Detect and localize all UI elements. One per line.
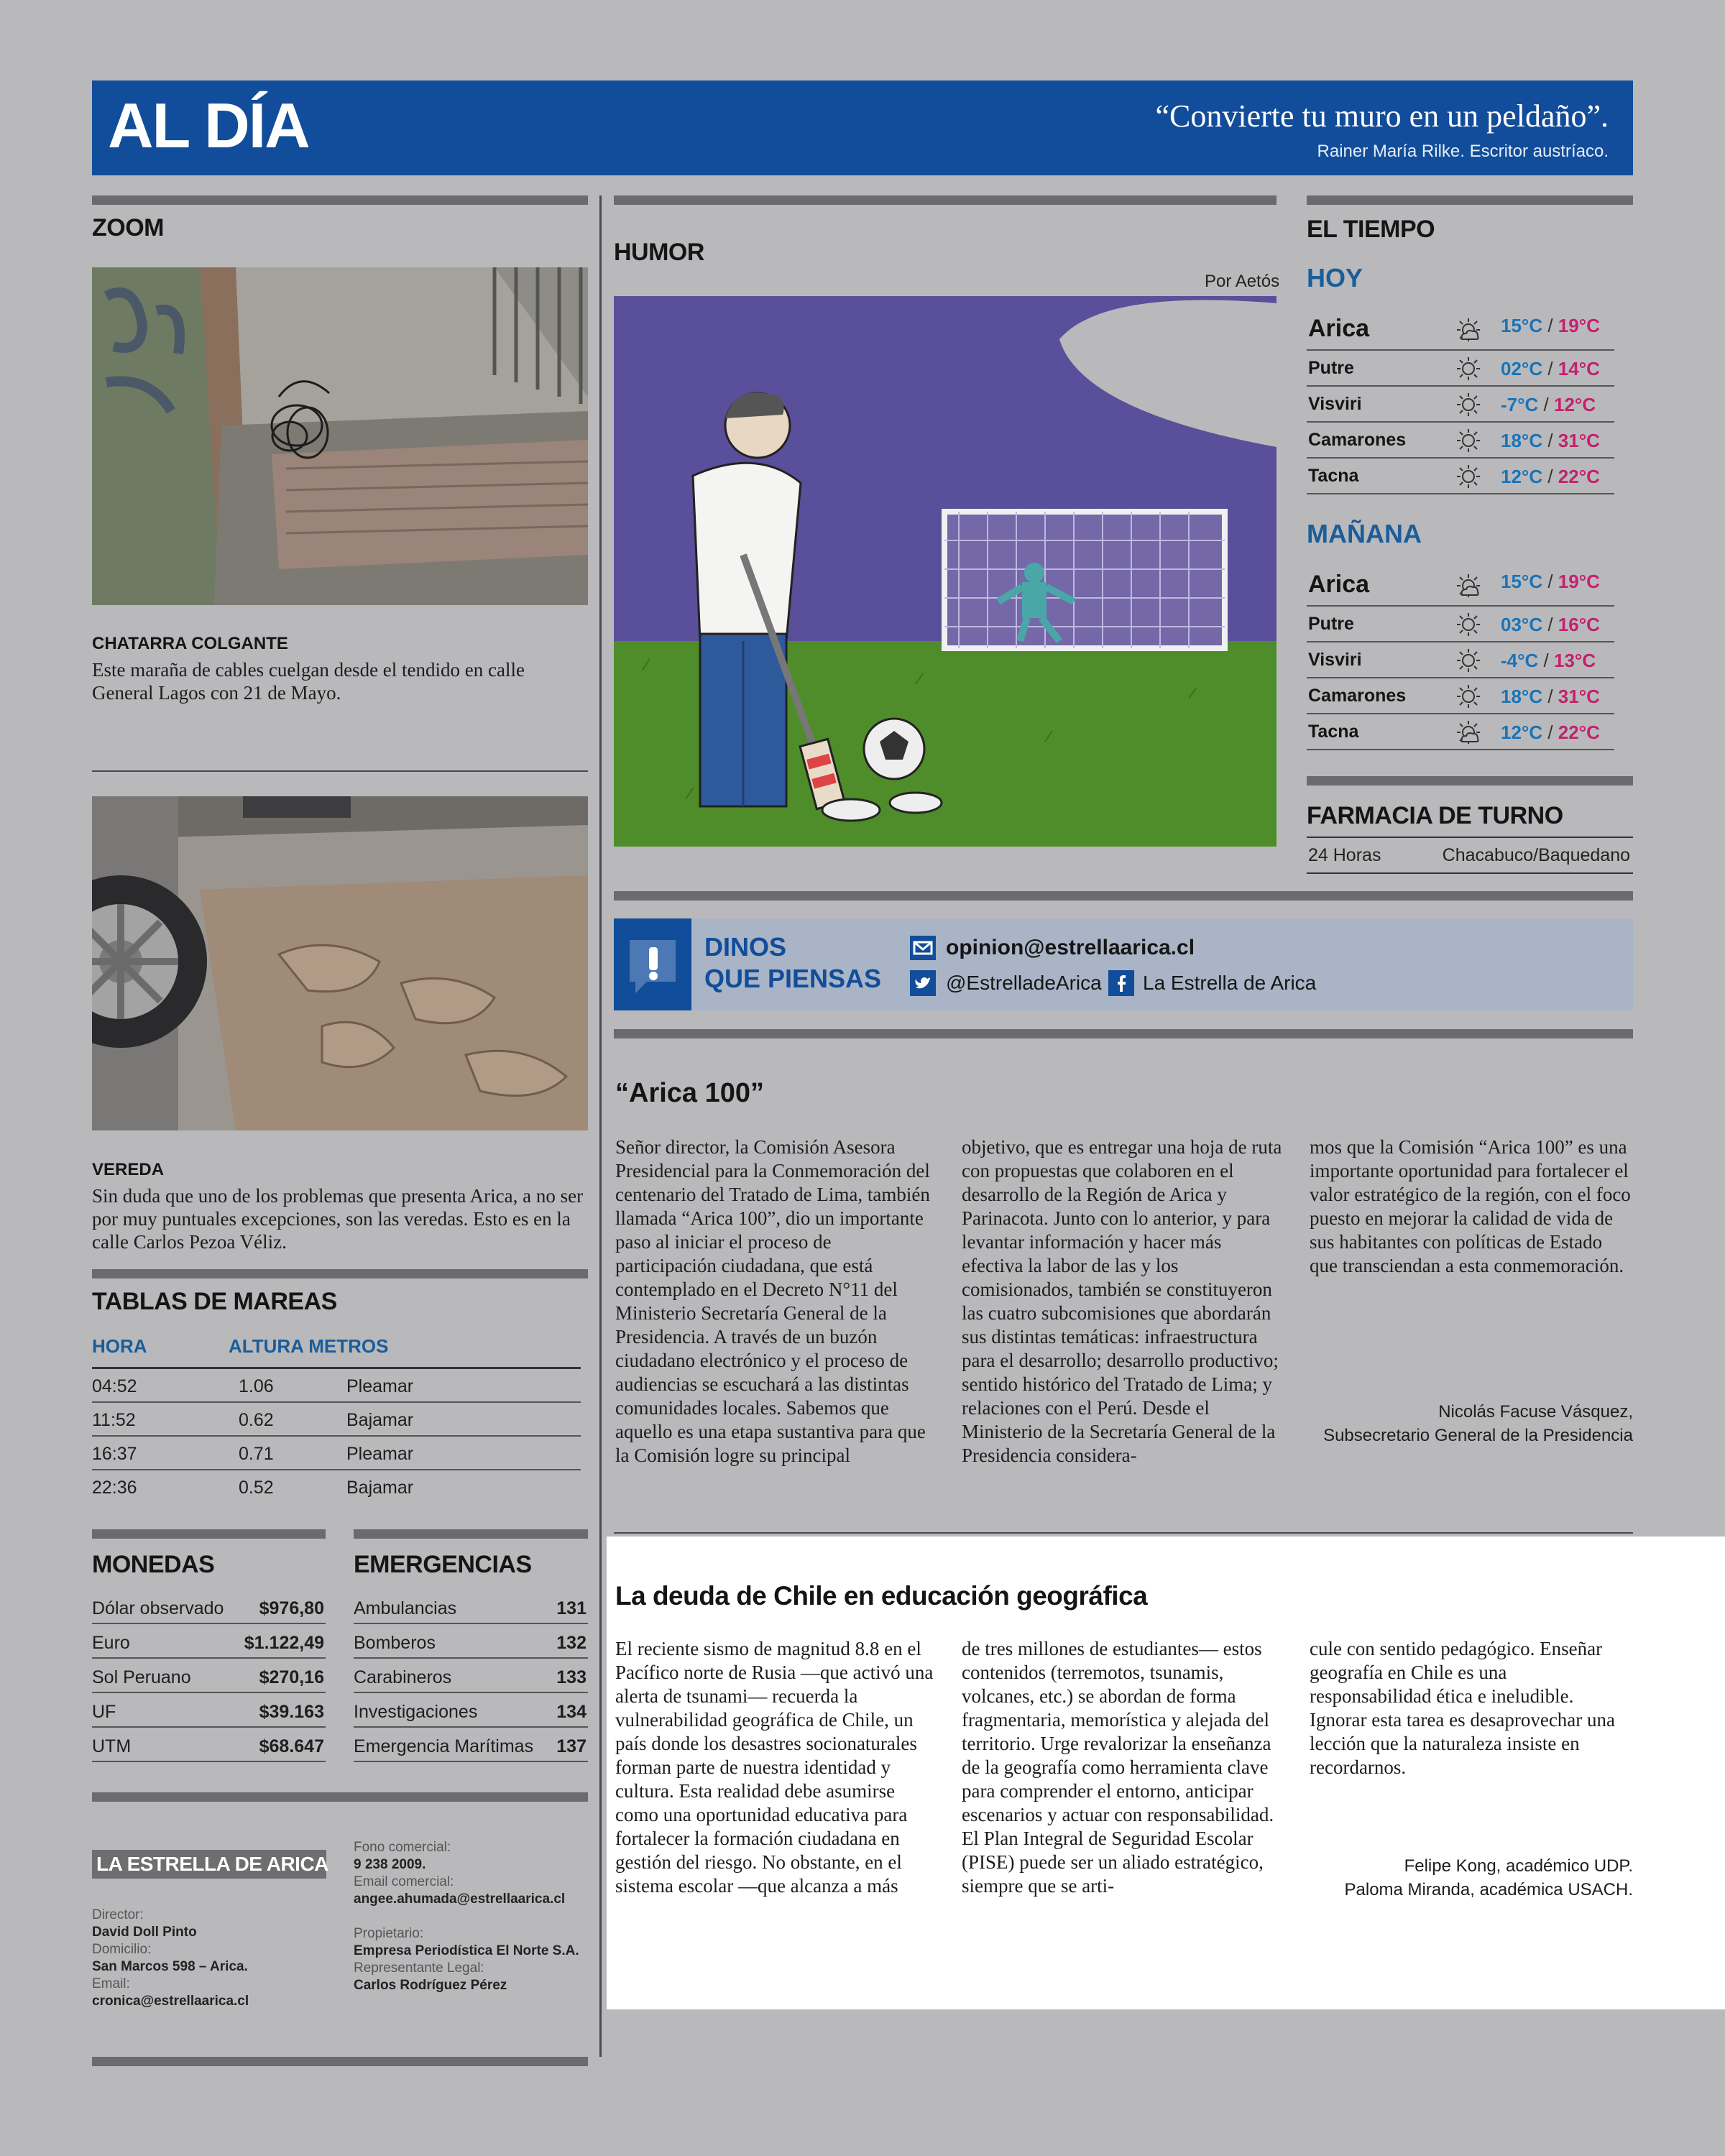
weather-row bbox=[1307, 306, 1614, 351]
rule bbox=[1307, 195, 1633, 205]
weather-temps bbox=[1501, 466, 1600, 488]
column-divider bbox=[599, 195, 602, 2057]
rep-label: Representante Legal: bbox=[354, 1961, 484, 1976]
temp-min: 12°C bbox=[1501, 722, 1543, 743]
sun-icon bbox=[1453, 645, 1484, 679]
partly-cloudy-icon bbox=[1453, 717, 1484, 751]
weather-city: Camarones bbox=[1308, 430, 1407, 450]
tide-height: 1.06 bbox=[239, 1376, 274, 1396]
weather-city: Camarones bbox=[1308, 686, 1407, 706]
temp-max: 12°C bbox=[1554, 394, 1596, 415]
humor-cartoon bbox=[614, 296, 1276, 847]
emergency-label: Carabineros bbox=[354, 1667, 452, 1687]
weather-temps bbox=[1501, 358, 1600, 380]
sun-icon bbox=[1453, 681, 1484, 715]
header-quote-author: Rainer María Rilke. Escritor austríaco. bbox=[1317, 142, 1609, 161]
currency-label: Sol Peruano bbox=[92, 1667, 191, 1687]
photo1-caption-title: CHATARRA COLGANTE bbox=[92, 634, 288, 653]
humor-title: HUMOR bbox=[614, 239, 704, 266]
temp-max: 19°C bbox=[1558, 571, 1600, 592]
letter1-signature-name: Nicolás Facuse Vásquez, bbox=[1438, 1402, 1633, 1422]
emergency-row bbox=[354, 1590, 588, 1624]
emergency-label: Emergencia Marítimas bbox=[354, 1736, 534, 1756]
weather-temps bbox=[1501, 686, 1600, 708]
director-label: Director: bbox=[92, 1907, 144, 1922]
rule bbox=[354, 1529, 588, 1539]
currencies-title: MONEDAS bbox=[92, 1551, 215, 1578]
weather-row bbox=[1307, 351, 1614, 387]
contact-heading-line1: DINOS bbox=[704, 932, 787, 962]
tide-row bbox=[92, 1470, 581, 1504]
temp-separator: / bbox=[1543, 650, 1549, 671]
tide-height: 0.71 bbox=[239, 1444, 274, 1464]
temp-min: 15°C bbox=[1501, 315, 1543, 336]
emergency-number: 131 bbox=[556, 1598, 586, 1618]
tide-type: Bajamar bbox=[346, 1478, 414, 1498]
tide-type: Pleamar bbox=[346, 1444, 414, 1464]
sun-icon bbox=[1453, 425, 1484, 459]
weather-city: Arica bbox=[1308, 315, 1370, 342]
photo1-caption-text: Este maraña de cables cuelgan desde el tendido en calle General Lagos con 21 de Mayo. bbox=[92, 659, 525, 704]
temp-separator: / bbox=[1547, 358, 1553, 379]
currency-label: Dólar observado bbox=[92, 1598, 224, 1618]
rule bbox=[614, 1029, 1633, 1038]
weather-temps bbox=[1501, 614, 1600, 636]
partly-cloudy-icon bbox=[1453, 571, 1484, 604]
rule bbox=[614, 1532, 1633, 1534]
email-link[interactable]: cronica@estrellaarica.cl bbox=[92, 1994, 249, 2009]
mail-icon bbox=[910, 936, 936, 960]
emergency-row bbox=[354, 1624, 588, 1659]
temp-max: 14°C bbox=[1558, 358, 1600, 379]
email-label: Email: bbox=[92, 1976, 130, 1991]
pharmacy-hours: 24 Horas bbox=[1308, 845, 1381, 865]
tides-col-hour: HORA bbox=[92, 1335, 147, 1357]
rule bbox=[1307, 872, 1633, 874]
weather-row bbox=[1307, 678, 1614, 714]
temp-separator: / bbox=[1547, 614, 1553, 635]
rule bbox=[1307, 776, 1633, 786]
letter2-title: La deuda de Chile en educación geográfica bbox=[615, 1581, 1148, 1611]
weather-row bbox=[1307, 607, 1614, 642]
rule bbox=[614, 891, 1633, 900]
tide-row bbox=[92, 1369, 581, 1403]
temp-separator: / bbox=[1543, 394, 1549, 415]
weather-city: Tacna bbox=[1308, 466, 1359, 486]
newspaper-logo: LA ESTRELLA DE ARICA bbox=[92, 1850, 326, 1879]
temp-max: 31°C bbox=[1558, 430, 1600, 451]
weather-city: Putre bbox=[1308, 358, 1354, 378]
letter1-signature-role: Subsecretario General de la Presidencia bbox=[1323, 1426, 1633, 1445]
tide-hour: 16:37 bbox=[92, 1444, 137, 1464]
rule bbox=[92, 770, 588, 772]
temp-min: 18°C bbox=[1501, 430, 1543, 451]
header-quote: “Convierte tu muro en un peldaño”. bbox=[1155, 98, 1609, 134]
temp-max: 31°C bbox=[1558, 686, 1600, 707]
section-header bbox=[92, 80, 1633, 175]
facebook-link[interactable]: La Estrella de Arica bbox=[1143, 972, 1317, 994]
currency-row bbox=[92, 1693, 326, 1728]
weather-temps bbox=[1501, 650, 1596, 672]
temp-max: 22°C bbox=[1558, 722, 1600, 743]
tides-col-height: ALTURA METROS bbox=[229, 1335, 389, 1357]
weather-temps bbox=[1501, 571, 1600, 593]
weather-row bbox=[1307, 423, 1614, 459]
owner-label: Propietario: bbox=[354, 1926, 424, 1941]
letter2-column1: El reciente sismo de magnitud 8.8 en el Pacífico norte de Rusia —que activó una alerta de tsunami— recuerda la vulnerabilidad geográfica de Chile, un país donde los desastres socionaturales forman parte de nuestra identidad y cultura. Esta realidad debe asumirse como una oportunidad educativa para fortalecer la formación ciudadana en gestión del riesgo. No obstante, en el sistema escolar —que alcanza a más bbox=[615, 1638, 934, 1897]
temp-max: 19°C bbox=[1558, 315, 1600, 336]
director-name: David Doll Pinto bbox=[92, 1925, 197, 1940]
phone: 9 238 2009. bbox=[354, 1857, 426, 1872]
address: San Marcos 598 – Arica. bbox=[92, 1959, 248, 1974]
weather-temps bbox=[1501, 430, 1600, 452]
letter2-column3: cule con sentido pedagógico. Enseñar geografía en Chile es una responsabilidad ética e ineludible. Ignorar esta tarea es desaprovechar una lección que la naturaleza insiste en recordarnos. bbox=[1310, 1638, 1616, 1778]
weather-city: Putre bbox=[1308, 614, 1354, 634]
zoom-title: ZOOM bbox=[92, 214, 164, 241]
twitter-link[interactable]: @EstrelladeArica bbox=[946, 972, 1102, 994]
letter1-column2: objetivo, que es entregar una hoja de ruta con propuestas que colaboren en el desarrollo de la Región de Arica y Parinacota. Junto con lo anterior, y para levantar información y hacer más efectiva la labor de las y los comisionados, también se constituyeron las cuatro subcomisiones que abordarán sus distintas temáticas: infraestructura para el desarrollo; desarrollo productivo; sentido histórico del Tratado de Lima; y relaciones con el Perú. Desde el Ministerio de la Secretaría General de la Presidencia considera- bbox=[962, 1136, 1282, 1466]
sun-icon bbox=[1453, 390, 1484, 423]
emergency-number: 132 bbox=[556, 1633, 586, 1653]
tide-hour: 22:36 bbox=[92, 1478, 137, 1498]
tides-title: TABLAS DE MAREAS bbox=[92, 1288, 337, 1315]
emergency-number: 134 bbox=[556, 1702, 586, 1722]
sun-icon bbox=[1453, 461, 1484, 495]
tide-hour: 11:52 bbox=[92, 1410, 136, 1430]
cartoon-credit: Por Aetós bbox=[1205, 272, 1280, 291]
section-title: AL DÍA bbox=[108, 90, 309, 161]
letter2-column2: de tres millones de estudiantes— estos contenidos (terremotos, tsunamis, volcanes, etc.) se abordan de forma fragmentaria, memorística y alejada del territorio. Urge revalorizar la enseñanza de la geografía como herramienta clave para comprender el entorno, anticipar escenarios y actuar con responsabilidad. El Plan Integral de Seguridad Escolar (PISE) puede ser un aliado estratégico, siempre que se arti- bbox=[962, 1638, 1274, 1897]
contact-heading-line2: QUE PIENSAS bbox=[704, 964, 882, 993]
comm-email-link[interactable]: angee.ahumada@estrellaarica.cl bbox=[354, 1892, 566, 1907]
weather-city: Visviri bbox=[1308, 394, 1362, 414]
letter2-signature2: Paloma Miranda, académica USACH. bbox=[1344, 1880, 1633, 1899]
tide-hour: 04:52 bbox=[92, 1376, 137, 1396]
emergency-row bbox=[354, 1728, 588, 1762]
temp-max: 13°C bbox=[1554, 650, 1596, 671]
currency-row bbox=[92, 1728, 326, 1762]
currency-value: $270,16 bbox=[259, 1667, 324, 1687]
currency-label: Euro bbox=[92, 1633, 130, 1653]
weather-row bbox=[1307, 562, 1614, 607]
photo-broken-sidewalk bbox=[92, 796, 588, 1130]
weather-city: Visviri bbox=[1308, 650, 1362, 670]
pharmacy-location: Chacabuco/Baquedano bbox=[1442, 845, 1630, 865]
emergency-label: Investigaciones bbox=[354, 1702, 478, 1722]
temp-min: 12°C bbox=[1501, 466, 1543, 487]
letter1-title: “Arica 100” bbox=[615, 1078, 765, 1108]
currency-value: $39.163 bbox=[259, 1702, 324, 1722]
photo2-caption-text: Sin duda que uno de los problemas que presenta Arica, a no ser por muy puntuales excepciones, son las veredas. Esto es en la calle Carlos Pezoa Véliz. bbox=[92, 1185, 584, 1253]
letter2-signature1: Felipe Kong, académico UDP. bbox=[1404, 1856, 1633, 1876]
rep: Carlos Rodríguez Pérez bbox=[354, 1978, 507, 1993]
currency-value: $976,80 bbox=[259, 1598, 324, 1618]
currency-value: $1.122,49 bbox=[244, 1633, 324, 1653]
temp-min: 18°C bbox=[1501, 686, 1543, 707]
weather-temps bbox=[1501, 394, 1596, 416]
sun-icon bbox=[1453, 609, 1484, 643]
rule bbox=[92, 1792, 588, 1802]
currency-row bbox=[92, 1659, 326, 1693]
weather-temps bbox=[1501, 315, 1600, 337]
weather-today-label: HOY bbox=[1307, 263, 1363, 292]
sun-icon bbox=[1453, 354, 1484, 387]
tide-height: 0.52 bbox=[239, 1478, 274, 1498]
temp-separator: / bbox=[1547, 466, 1553, 487]
photo2-caption-title: VEREDA bbox=[92, 1160, 165, 1179]
weather-city: Arica bbox=[1308, 571, 1370, 598]
temp-separator: / bbox=[1547, 686, 1553, 707]
emergency-label: Bomberos bbox=[354, 1633, 436, 1653]
temp-max: 16°C bbox=[1558, 614, 1600, 635]
rule bbox=[92, 1269, 588, 1279]
letter1-column3: mos que la Comisión “Arica 100” es una importante oportunidad para fortalecer el valor estratégico de la región, con el foco puesto en mejorar la calidad de vida de sus habitantes con políticas de Estado que transciendan a esta conmemoración. bbox=[1310, 1136, 1631, 1276]
weather-row bbox=[1307, 459, 1614, 494]
emergency-number: 133 bbox=[556, 1667, 586, 1687]
weather-row bbox=[1307, 387, 1614, 423]
address-label: Domicilio: bbox=[92, 1942, 152, 1957]
temp-max: 22°C bbox=[1558, 466, 1600, 487]
weather-temps bbox=[1501, 722, 1600, 744]
temp-min: 03°C bbox=[1501, 614, 1543, 635]
tide-row bbox=[92, 1437, 581, 1470]
pharmacy-title: FARMACIA DE TURNO bbox=[1307, 802, 1563, 829]
weather-city: Tacna bbox=[1308, 722, 1359, 742]
temp-separator: / bbox=[1547, 430, 1553, 451]
emergency-number: 137 bbox=[556, 1736, 586, 1756]
currency-label: UF bbox=[92, 1702, 116, 1722]
twitter-icon bbox=[910, 970, 936, 996]
tide-row bbox=[92, 1403, 581, 1437]
owner: Empresa Periodística El Norte S.A. bbox=[354, 1943, 579, 1958]
emergency-row bbox=[354, 1693, 588, 1728]
exclamation-icon bbox=[614, 918, 691, 1010]
rule bbox=[1307, 837, 1633, 838]
partly-cloudy-icon bbox=[1453, 315, 1484, 349]
tide-type: Pleamar bbox=[346, 1376, 414, 1396]
temp-min: 02°C bbox=[1501, 358, 1543, 379]
weather-row bbox=[1307, 714, 1614, 750]
temp-separator: / bbox=[1547, 315, 1553, 336]
letter1-column1: Señor director, la Comisión Asesora Presidencial para la Conmemoración del centenario del Tratado de Lima, también llamada “Arica 100”, dio un importante paso al iniciar el proceso de participación ciudadana, que está contemplado en el Decreto N°11 del Ministerio Secretaría General de la Presidencia. A través de un buzón ciudadano electrónico y el proceso de audiencias se escuchará a las distintas comunidades locales. Sabemos que aquello es una etapa sustantiva para que la Comisión logre su principal bbox=[615, 1136, 930, 1466]
temp-min: -7°C bbox=[1501, 394, 1539, 415]
photo-hanging-cables bbox=[92, 267, 588, 605]
emergency-row bbox=[354, 1659, 588, 1693]
emergency-label: Ambulancias bbox=[354, 1598, 457, 1618]
weather-row bbox=[1307, 642, 1614, 678]
facebook-icon bbox=[1108, 970, 1134, 996]
contact-email-link[interactable]: opinion@estrellaarica.cl bbox=[946, 936, 1195, 959]
currency-value: $68.647 bbox=[259, 1736, 324, 1756]
temp-min: -4°C bbox=[1501, 650, 1539, 671]
weather-title: EL TIEMPO bbox=[1307, 216, 1435, 243]
phone-label: Fono comercial: bbox=[354, 1840, 451, 1855]
comm-email-label: Email comercial: bbox=[354, 1874, 454, 1889]
rule bbox=[92, 2057, 588, 2066]
weather-tomorrow-label: MAÑANA bbox=[1307, 519, 1422, 548]
emergencies-title: EMERGENCIAS bbox=[354, 1551, 532, 1578]
rule bbox=[92, 195, 588, 205]
currency-row bbox=[92, 1624, 326, 1659]
temp-separator: / bbox=[1547, 571, 1553, 592]
temp-min: 15°C bbox=[1501, 571, 1543, 592]
currency-row bbox=[92, 1590, 326, 1624]
tide-type: Bajamar bbox=[346, 1410, 414, 1430]
tide-height: 0.62 bbox=[239, 1410, 274, 1430]
temp-separator: / bbox=[1547, 722, 1553, 743]
rule bbox=[92, 1529, 326, 1539]
rule bbox=[614, 195, 1276, 205]
currency-label: UTM bbox=[92, 1736, 132, 1756]
